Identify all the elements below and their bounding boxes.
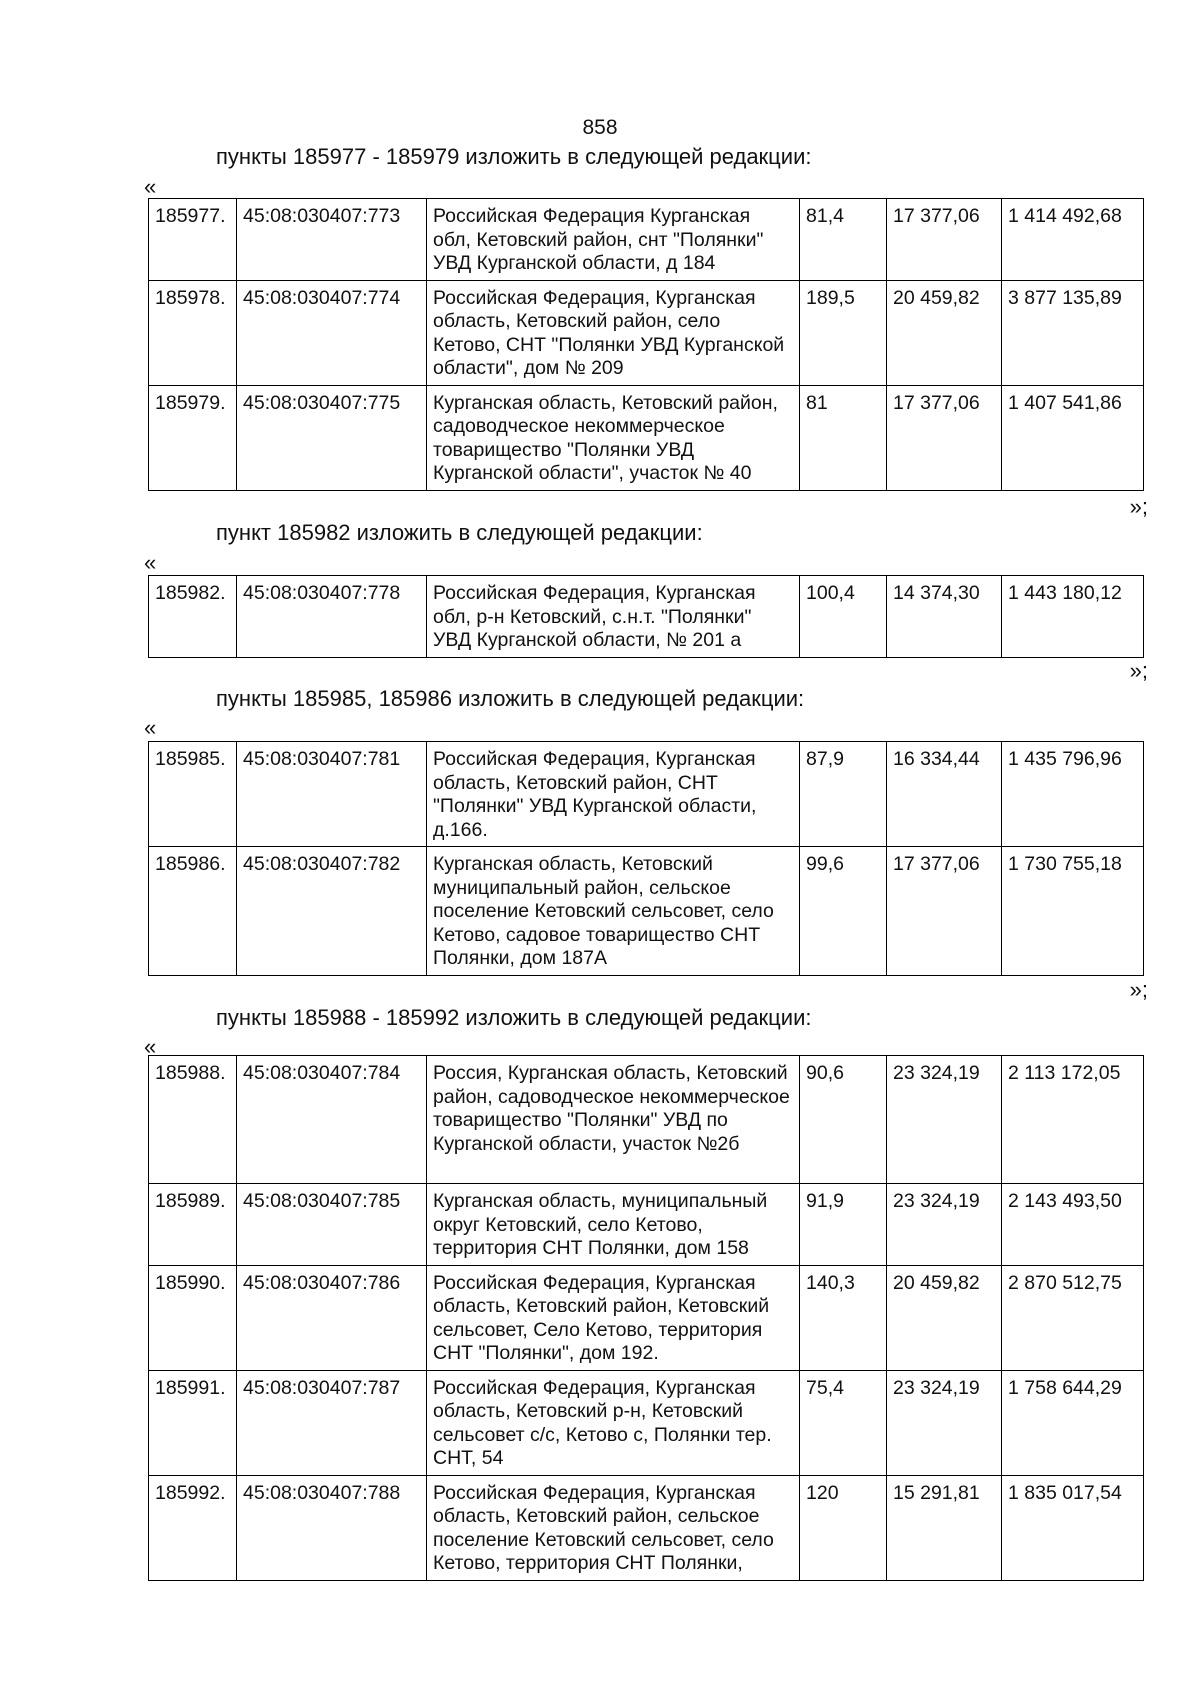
- page-number: 858: [582, 116, 618, 139]
- cadastral-number: 45:08:030407:786: [237, 1265, 427, 1370]
- cadastral-number: 45:08:030407:778: [237, 576, 427, 658]
- open-quote: «: [144, 550, 157, 575]
- item-number: 185982.: [149, 576, 237, 658]
- table-row: [149, 1265, 1144, 1370]
- close-quote: »;: [1129, 977, 1148, 1002]
- cadastral-number: 45:08:030407:784: [237, 1056, 427, 1184]
- cadastral-number: 45:08:030407:781: [237, 742, 427, 847]
- address: Россия, Курганская область, Кетовский район, садоводческое некоммерческое товарищество "Полянки" УВД по Курганской области, участок №2б: [427, 1056, 800, 1184]
- address: Российская Федерация, Курганская область, Кетовский район, сельское поселение Кетовский сельсовет, село Кетово, территория СНТ Полянки,: [427, 1475, 800, 1580]
- item-number: 185990.: [149, 1265, 237, 1370]
- amendment-table: [148, 1055, 1144, 1581]
- total: 1 730 755,18: [1002, 847, 1144, 976]
- total: 1 435 796,96: [1002, 742, 1144, 847]
- item-number: 185978.: [149, 280, 237, 385]
- rate: 15 291,81: [887, 1475, 1002, 1580]
- area: 99,6: [800, 847, 887, 976]
- rate: 23 324,19: [887, 1370, 1002, 1475]
- area: 100,4: [800, 576, 887, 658]
- cadastral-number: 45:08:030407:775: [237, 385, 427, 490]
- rate: 17 377,06: [887, 385, 1002, 490]
- table-row: [149, 199, 1144, 281]
- rate: 14 374,30: [887, 576, 1002, 658]
- rate: 17 377,06: [887, 199, 1002, 281]
- address: Российская Федерация, Курганская область, Кетовский район, Кетовский сельсовет, Село Кетово, территория СНТ "Полянки", дом 192.: [427, 1265, 800, 1370]
- address: Российская Федерация, Курганская область, Кетовский р-н, Кетовский сельсовет с/с, Кетово с, Полянки тер. СНТ, 54: [427, 1370, 800, 1475]
- total: 3 877 135,89: [1002, 280, 1144, 385]
- total: 1 443 180,12: [1002, 576, 1144, 658]
- open-quote: «: [144, 1034, 157, 1059]
- item-number: 185992.: [149, 1475, 237, 1580]
- table-row: [149, 1370, 1144, 1475]
- area: 81: [800, 385, 887, 490]
- rate: 17 377,06: [887, 847, 1002, 976]
- item-number: 185977.: [149, 199, 237, 281]
- cadastral-number: 45:08:030407:774: [237, 280, 427, 385]
- area: 120: [800, 1475, 887, 1580]
- amendment-table: [148, 741, 1144, 976]
- table-row: [149, 280, 1144, 385]
- amendment-table: [148, 575, 1144, 658]
- total: 1 835 017,54: [1002, 1475, 1144, 1580]
- rate: 23 324,19: [887, 1184, 1002, 1266]
- item-number: 185991.: [149, 1370, 237, 1475]
- cadastral-number: 45:08:030407:782: [237, 847, 427, 976]
- rate: 20 459,82: [887, 1265, 1002, 1370]
- area: 81,4: [800, 199, 887, 281]
- total: 2 870 512,75: [1002, 1265, 1144, 1370]
- table-row: [149, 385, 1144, 490]
- total: 1 758 644,29: [1002, 1370, 1144, 1475]
- cadastral-number: 45:08:030407:788: [237, 1475, 427, 1580]
- table-row: [149, 847, 1144, 976]
- area: 90,6: [800, 1056, 887, 1184]
- amendment-intro: пункты 185977 - 185979 изложить в следующей редакции:: [216, 144, 812, 169]
- item-number: 185979.: [149, 385, 237, 490]
- table-row: [149, 742, 1144, 847]
- close-quote: »;: [1129, 494, 1148, 519]
- item-number: 185989.: [149, 1184, 237, 1266]
- area: 75,4: [800, 1370, 887, 1475]
- amendment-intro: пункты 185988 - 185992 изложить в следующей редакции:: [216, 1005, 812, 1030]
- table-row: [149, 576, 1144, 658]
- amendment-table: [148, 198, 1144, 491]
- open-quote: «: [144, 715, 157, 740]
- cadastral-number: 45:08:030407:773: [237, 199, 427, 281]
- total: 2 143 493,50: [1002, 1184, 1144, 1266]
- total: 1 414 492,68: [1002, 199, 1144, 281]
- address: Курганская область, Кетовский муниципальный район, сельское поселение Кетовский сельсовет, село Кетово, садовое товарищество СНТ Полянки, дом 187А: [427, 847, 800, 976]
- address: Российская Федерация Курганская обл, Кетовский район, снт "Полянки" УВД Курганской области, д 184: [427, 199, 800, 281]
- item-number: 185988.: [149, 1056, 237, 1184]
- area: 87,9: [800, 742, 887, 847]
- amendment-intro: пункт 185982 изложить в следующей редакции:: [216, 520, 703, 545]
- address: Курганская область, Кетовский район, садоводческое некоммерческое товарищество "Полянки УВД Курганской области", участок № 40: [427, 385, 800, 490]
- amendment-intro: пункты 185985, 185986 изложить в следующей редакции:: [216, 686, 805, 711]
- rate: 23 324,19: [887, 1056, 1002, 1184]
- cadastral-number: 45:08:030407:787: [237, 1370, 427, 1475]
- area: 91,9: [800, 1184, 887, 1266]
- table-row: [149, 1056, 1144, 1184]
- address: Курганская область, муниципальный округ Кетовский, село Кетово, территория СНТ Полянки, дом 158: [427, 1184, 800, 1266]
- item-number: 185986.: [149, 847, 237, 976]
- rate: 20 459,82: [887, 280, 1002, 385]
- item-number: 185985.: [149, 742, 237, 847]
- area: 189,5: [800, 280, 887, 385]
- rate: 16 334,44: [887, 742, 1002, 847]
- cadastral-number: 45:08:030407:785: [237, 1184, 427, 1266]
- table-row: [149, 1184, 1144, 1266]
- total: 2 113 172,05: [1002, 1056, 1144, 1184]
- address: Российская Федерация, Курганская область, Кетовский район, село Кетово, СНТ "Полянки УВД Курганской области", дом № 209: [427, 280, 800, 385]
- address: Российская Федерация, Курганская обл, р-н Кетовский, с.н.т. "Полянки" УВД Курганской области, № 201 а: [427, 576, 800, 658]
- open-quote: «: [144, 174, 157, 199]
- table-row: [149, 1475, 1144, 1580]
- address: Российская Федерация, Курганская область, Кетовский район, СНТ "Полянки" УВД Курганской области, д.166.: [427, 742, 800, 847]
- area: 140,3: [800, 1265, 887, 1370]
- close-quote: »;: [1129, 658, 1148, 683]
- total: 1 407 541,86: [1002, 385, 1144, 490]
